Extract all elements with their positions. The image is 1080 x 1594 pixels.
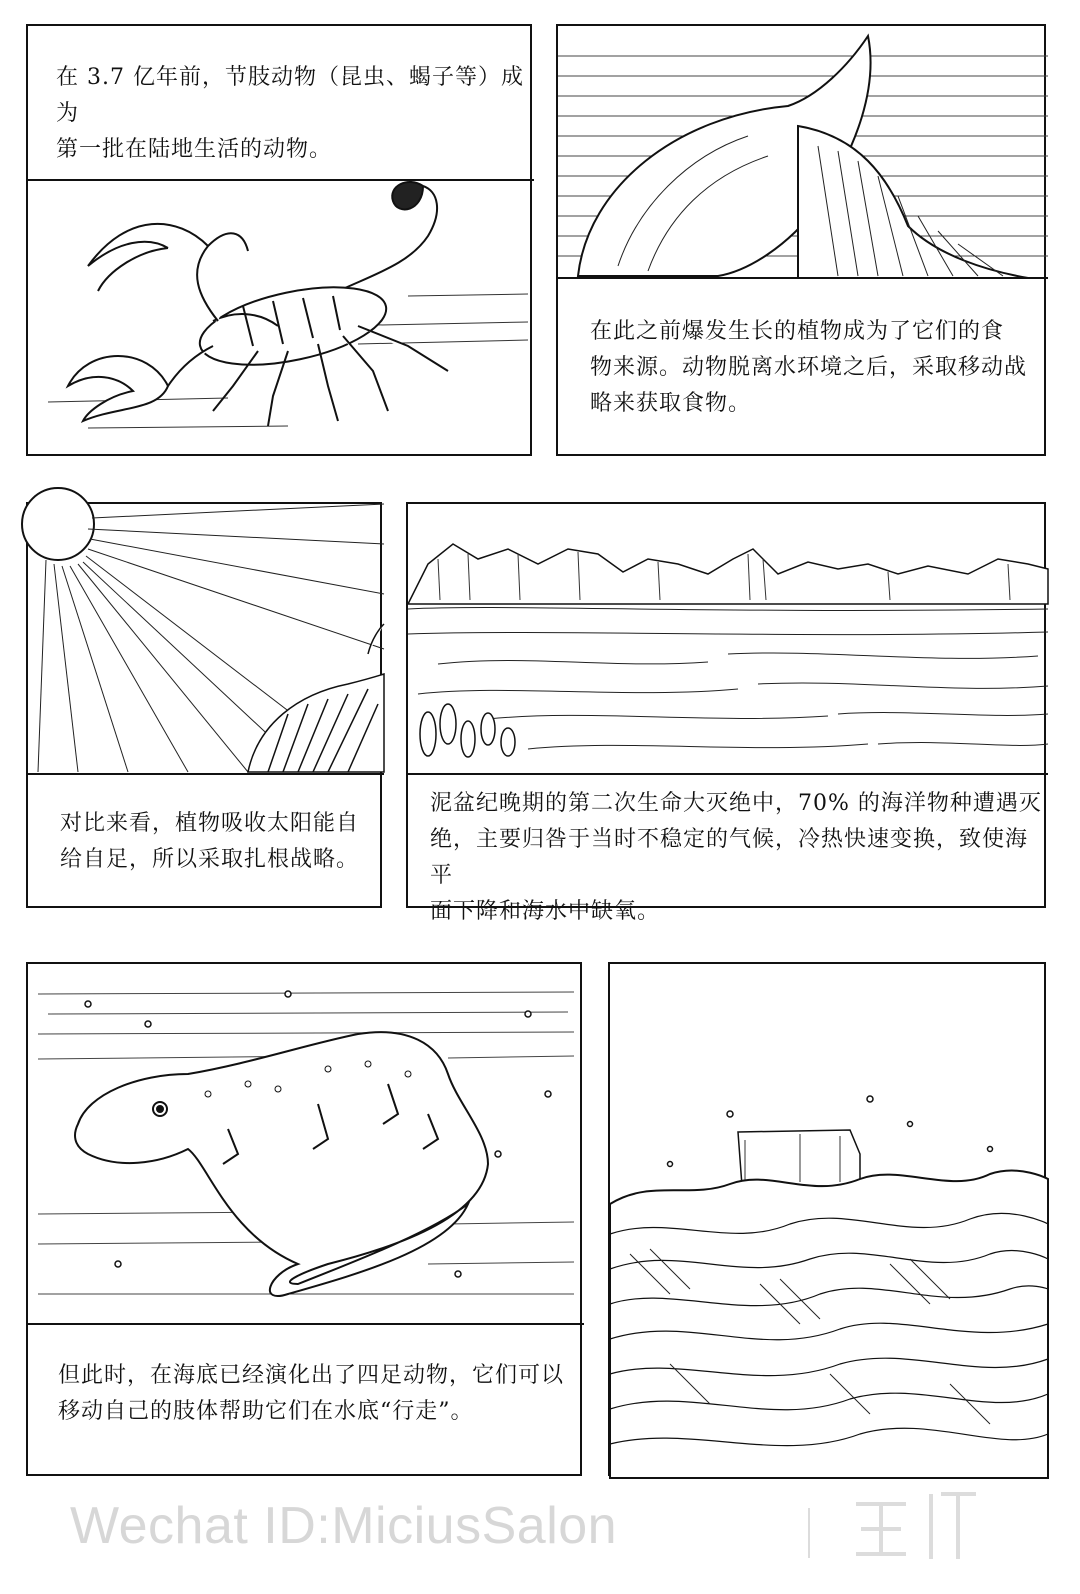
caption-line: 移动自己的肢体帮助它们在水底“行走”。 xyxy=(58,1399,474,1424)
caption-line: 给自足，所以采取扎根战略。 xyxy=(60,847,360,872)
caption-line: 面下降和海水中缺氧。 xyxy=(430,899,661,924)
wechat-watermark: Wechat ID:MiciusSalon xyxy=(70,1497,618,1555)
caption-line: 绝，主要归咎于当时不稳定的气候，冷热快速变换，致使海平 xyxy=(430,827,1029,888)
caption-devonian-extinction xyxy=(430,786,1044,930)
panel-scorpion xyxy=(26,24,532,456)
salon-logo-icon xyxy=(846,1484,986,1564)
panel-tetrapod xyxy=(26,962,582,1476)
panel-waves xyxy=(608,962,1046,1476)
caption-line: 在 3.7 亿年前，节肢动物（昆虫、蝎子等）成为 xyxy=(56,65,524,126)
caption-tetrapods xyxy=(58,1358,564,1430)
watermark-divider xyxy=(808,1508,810,1558)
caption-line: 对比来看，植物吸收太阳能自 xyxy=(60,811,360,836)
caption-food-source xyxy=(590,314,1027,422)
caption-self-sufficient xyxy=(60,806,359,878)
caption-line: 在此之前爆发生长的植物成为了它们的食 xyxy=(590,319,1005,344)
caption-line: 但此时，在海底已经演化出了四足动物，它们可以 xyxy=(58,1363,565,1388)
scorpion-illustration xyxy=(28,26,534,458)
caption-line: 第一批在陆地生活的动物。 xyxy=(56,137,333,162)
waves-illustration xyxy=(610,964,1048,1478)
panel-plant xyxy=(556,24,1046,456)
panel-sunlight xyxy=(26,502,382,908)
caption-line: 泥盆纪晚期的第二次生命大灭绝中，70% 的海洋物种遭遇灭 xyxy=(430,791,1042,816)
caption-line: 略来获取食物。 xyxy=(590,391,752,416)
panel-extinction xyxy=(406,502,1046,924)
caption-line: 物来源。动物脱离水环境之后，采取移动战 xyxy=(590,355,1028,380)
